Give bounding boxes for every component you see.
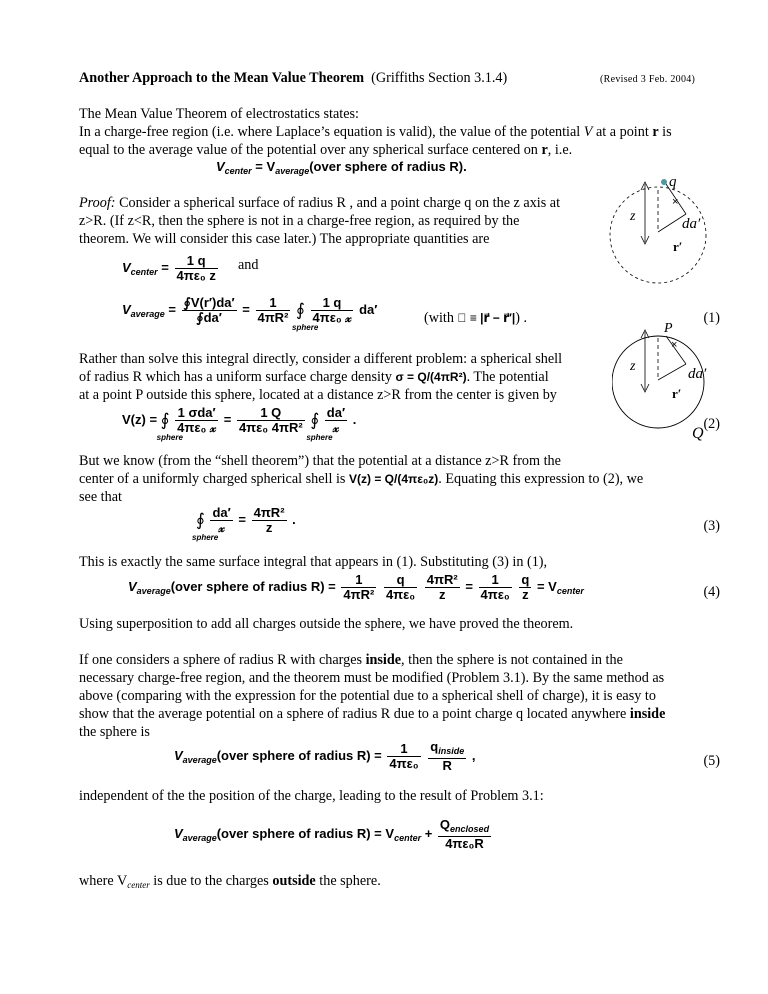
mean-value-equation: $V_{center}$ = $V_{average}(over$ sphere of radius R). [216,159,467,176]
substitute-sentence: This is exactly the same surface integral that appears in (1). Substituting (3) in (1), [79,554,548,570]
fig2-label-da: da′ [688,366,707,382]
v-average-equation: $V_{average}$ = $\frac{∮V(r')da'}{∮da'}$ = $\frac{1}{\text{4πR²}}$ ∮ sphere $\frac{1 q}{\text{4πε₀ 𝓍}}$ da′ [122,295,378,332]
equation-number-3: (3) [703,518,720,534]
proof-paragraph: Proof: Consider a spherical surface of radius R , and a point charge q on the z axis at z>R. (If z<R, then the sphere is not in a charge-free region, as required by the theorem. We will consider this case later.) The appropriate quantities are [79,195,561,247]
figure-dashed-sphere [608,170,728,300]
intro-statement: The Mean Value Theorem of electrostatics states: In a charge-free region (i.e. where Laplace’s equation is valid), the value of the potential V at a point r is equal to the average value of the potential over any spherical surface centered on r, i.e. [79,106,672,158]
superposition-sentence: Using superposition to add all charges outside the sphere, we have proved the theorem. [79,616,574,632]
where-sentence: where $V_{center}$ is due to the charges outside the sphere. [79,873,381,890]
figure-solid-sphere [612,318,727,448]
independent-sentence: independent of the the position of the charge, leading to the result of Problem 3.1: [79,788,544,804]
fig2-label-r: r′ [672,386,682,401]
equation-number-1: (1) [703,310,720,326]
v-of-z-equation: V(z) = ∮ sphere $\frac{\text{1 σda′}}{\text{4πε₀ 𝓍}}$ = $\frac{1 Q}{\text{4πε₀ 4πR²}}$ ∮ sphere $\frac{da'}{\text{𝓍}}$ . [122,405,357,442]
fig1-label-q: q [669,174,677,190]
equation-4: $V_{average}(over$ sphere of radius R) = $\frac{1}{\text{4πR²}}$ $\frac{q}{\text{4πε₀}}$ $\frac{\text{4πR²}}{z}$ = $\frac{1}{\text{4πε₀}}$ $\frac{q}{z}$ = $V_{center}$ [128,572,584,602]
equation-number-5: (5) [703,753,720,769]
fig2-label-z: z [630,359,636,374]
equation-6: $V_{average}(over$ sphere of radius $R) = V_{center}$ + $\frac{Q_{enclosed}}{\text{4πε₀R}}$ [174,817,490,851]
with-definition: (with 𝓍 ≡ |r⃗ − r⃗′|) . [424,310,528,326]
fig2-label-P: P [664,321,673,336]
fig2-label-Q: Q [692,425,704,442]
fig1-label-z: z [630,209,636,224]
revision-date: (Revised 3 Feb. 2004) [600,74,696,85]
dashed-sphere [610,187,706,283]
charged-shell [612,336,704,428]
svg-text:×: × [672,196,679,208]
equation-5: $V_{average}(over$ sphere of radius R) = $\frac{1}{\text{4πε₀}}$ $\frac{q_{inside}}{R}$ , [174,739,476,773]
equation-number-4: (4) [703,584,720,600]
fig1-label-r: r′ [673,239,683,254]
shell-paragraph: Rather than solve this integral directly, consider a different problem: a spherical shell of radius R which has a uniform surface charge density σ = Q/(4πR²). The potential at a point P outside this sphere, located at a distance z>R from the center is given by [79,351,563,403]
equation-3: ∮ sphere $\frac{da'}{\text{𝓍}}$ = $\frac{\text{4πR²}}{z}$ . [192,505,296,542]
fig1-label-da: da′ [682,216,701,232]
inside-paragraph: If one considers a sphere of radius R with charges inside, then the sphere is not contained in the necessary charge-free region, and the theorem must be modified (Problem 3.1). By the same method as above (comparing with the expression for the potential due to a spherical shell of charge), it is easy to show that the average potential on a sphere of radius R due to a point charge q located anywhere inside the sphere is [79,652,666,740]
v-center-equation: $V_{center}$ = $\frac{1 q}{\text{4πε₀ z}}$ [122,253,216,283]
and-word: and [238,257,259,273]
svg-text:×: × [671,339,678,351]
page-title: Another Approach to the Mean Value Theorem (Griffiths Section 3.1.4) [79,70,508,86]
shell-theorem-paragraph: But we know (from the “shell theorem”) that the potential at a distance z>R from the center of a uniformly charged spherical shell is V(z) = Q/(4πε₀z). Equating this expression to (2), we see that [79,453,644,505]
equation-number-2: (2) [703,416,720,432]
